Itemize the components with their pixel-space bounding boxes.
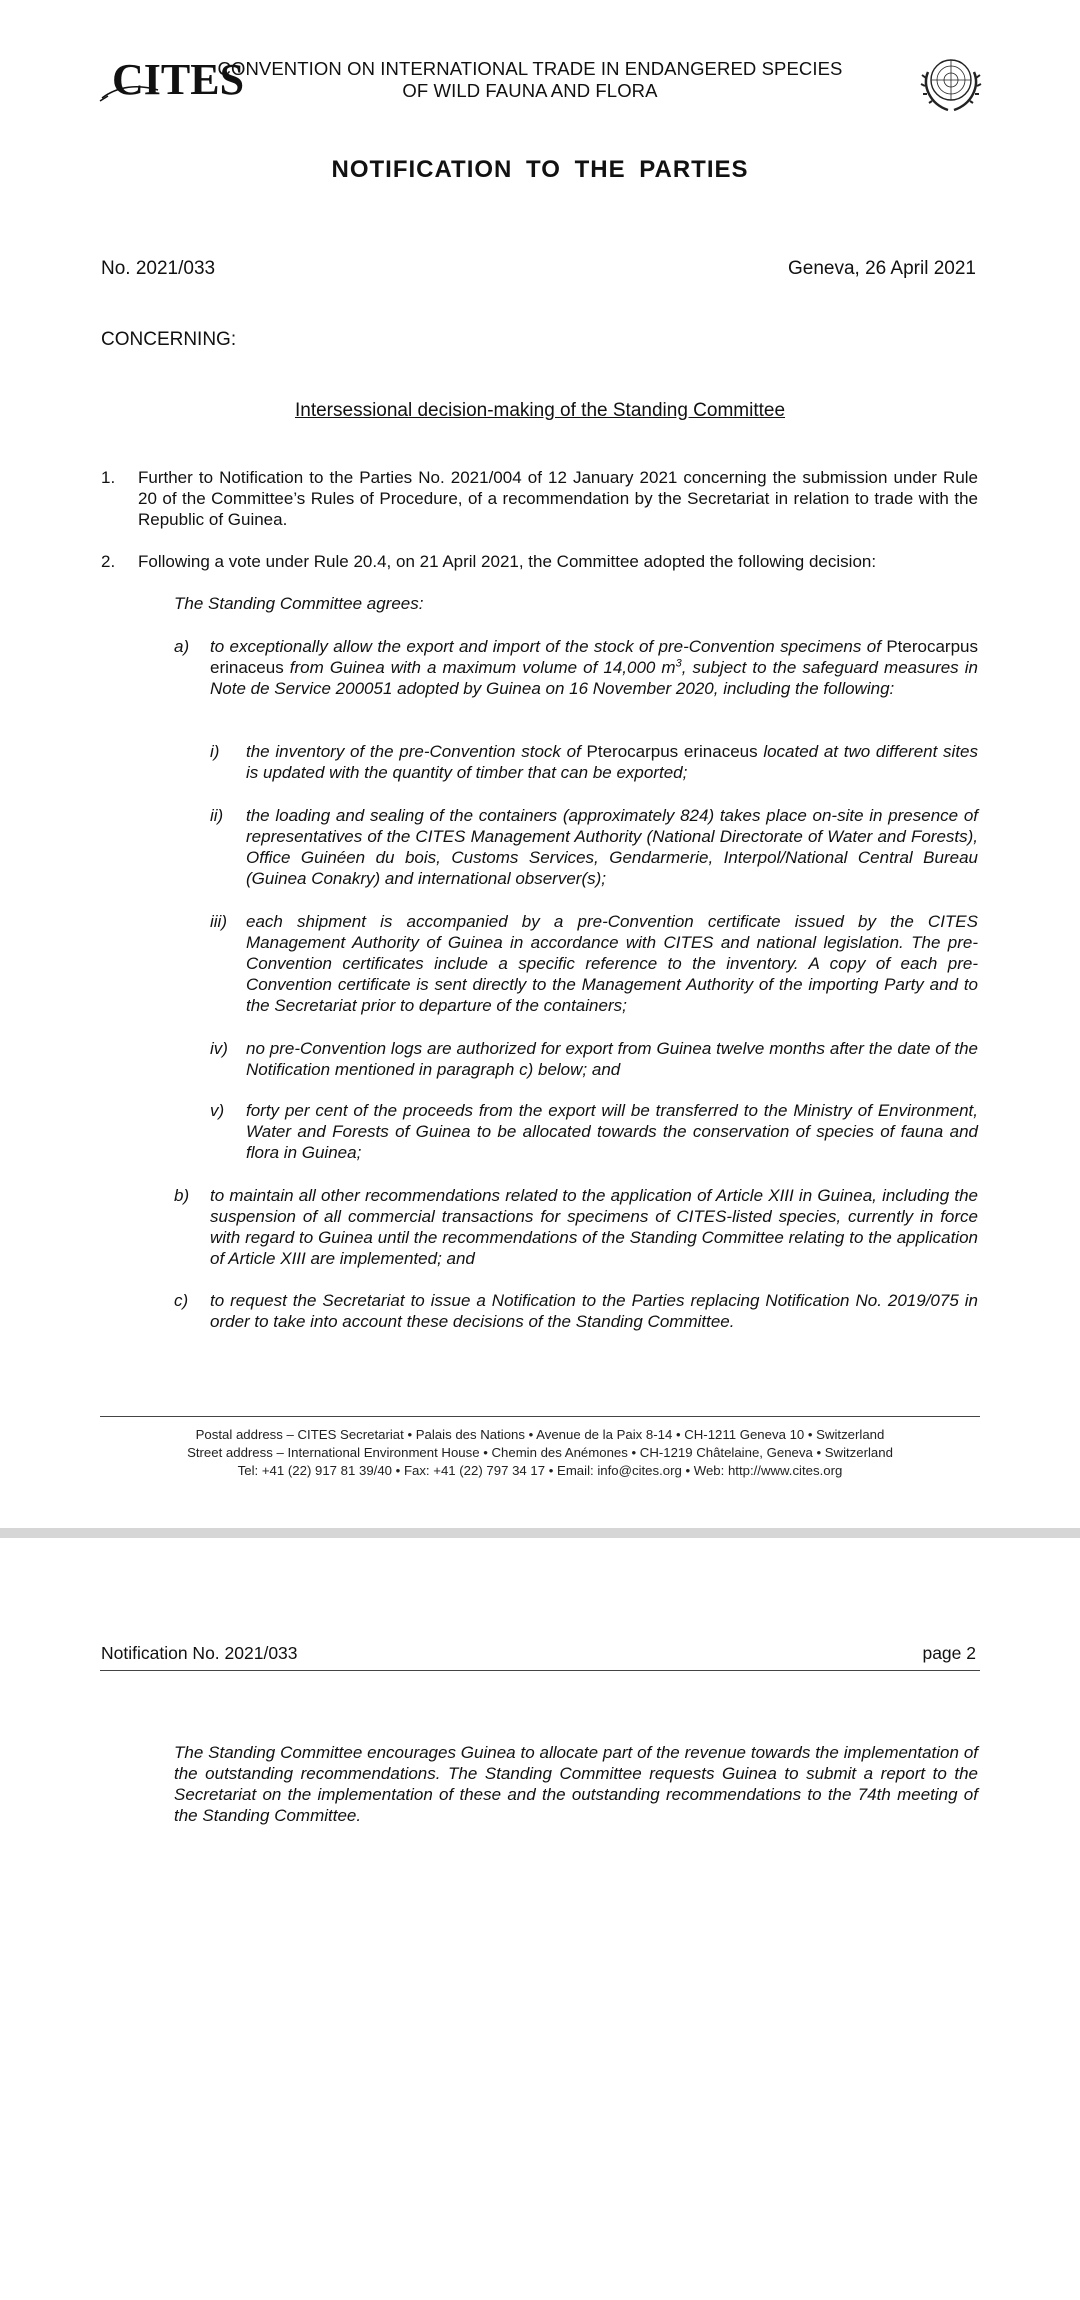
species-name: Pterocarpus erinaceus bbox=[586, 742, 758, 761]
concerning-label: CONCERNING: bbox=[101, 329, 237, 350]
page-2-number: page 2 bbox=[922, 1643, 976, 1663]
subitem-i-label: i) bbox=[210, 742, 220, 761]
subject-heading: Intersessional decision-making of the Standing Committee bbox=[294, 400, 786, 421]
item-b-label: b) bbox=[174, 1186, 190, 1205]
paragraph-1-number: 1. bbox=[101, 468, 116, 487]
notification-number: No. 2021/033 bbox=[101, 258, 216, 279]
footer-postal: Postal address – CITES Secretariat • Palais des Nations • Avenue de la Paix 8-14 • CH-1211 Geneva 10 • Switzerland bbox=[195, 1427, 885, 1442]
subitem-iv-text: no pre-Convention logs are authorized for export from Guinea twelve months after the date of the Notification mentioned in paragraph c) below; and bbox=[246, 1039, 978, 1079]
place-date: Geneva, 26 April 2021 bbox=[787, 258, 976, 279]
footer bbox=[100, 1426, 980, 1480]
subitem-iv-label: iv) bbox=[210, 1039, 228, 1058]
paragraph-2-number: 2. bbox=[101, 552, 116, 571]
paragraph-2-text: Following a vote under Rule 20.4, on 21 April 2021, the Committee adopted the following decision: bbox=[138, 552, 877, 571]
footer-divider bbox=[100, 1416, 980, 1417]
subitem-v-label: v) bbox=[210, 1101, 225, 1120]
item-c-label: c) bbox=[174, 1291, 189, 1310]
species-name: Pterocarpus erinaceus bbox=[210, 637, 978, 677]
page-separator bbox=[0, 1528, 1080, 1538]
cites-logo-icon bbox=[98, 46, 245, 116]
item-c-text: to request the Secretariat to issue a Notification to the Parties replacing Notification No. 2019/075 in order to take into account these decisions of the Standing Committee. bbox=[210, 1291, 978, 1331]
convention-title bbox=[215, 58, 845, 102]
subitem-v-text: forty per cent of the proceeds from the export will be transferred to the Ministry of Environment, Water and Forests of Guinea to be allocated towards the conservation of species of fauna and flora in Guinea; bbox=[246, 1101, 978, 1162]
decision-intro: The Standing Committee agrees: bbox=[174, 594, 424, 613]
logo-text: CITES bbox=[112, 55, 245, 104]
footer-street: Street address – International Environment House • Chemin des Anémones • CH-1219 Châtelaine, Geneva • Switzerland bbox=[187, 1445, 893, 1460]
closing-paragraph: The Standing Committee encourages Guinea to allocate part of the revenue towards the implementation of the outstanding recommendations. The Standing Committee requests Guinea to submit a report to the Secretariat on the implementation of these and the outstanding recommendations to the 74th meeting of the Standing Committee. bbox=[174, 1743, 978, 1825]
convention-title-line1: CONVENTION ON INTERNATIONAL TRADE IN ENDANGERED SPECIES bbox=[217, 58, 843, 79]
subitem-iii-text: each shipment is accompanied by a pre-Convention certificate issued by the CITES Management Authority of Guinea in accordance with CITES and national legislation. The pre-Convention certificates include a specific reference to the inventory. A copy of each pre-Convention certificate is sent directly to the Management Authority of the importing Party and to the Secretariat prior to departure of the containers; bbox=[246, 912, 978, 1015]
subitem-iii-label: iii) bbox=[210, 912, 227, 931]
page-2-header-notification: Notification No. 2021/033 bbox=[101, 1643, 298, 1663]
subitem-ii-text: the loading and sealing of the containers (approximately 824) takes place on-site in presence of representatives of the CITES Management Authority (National Directorate of Water and Forests), Office Guinéen du bois, Customs Services, Gendarmerie, Interpol/National Central Bureau (Guinea Conakry) and international observer(s); bbox=[246, 806, 978, 888]
paragraph-1-text: Further to Notification to the Parties No. 2021/004 of 12 January 2021 concerning the submission under Rule 20 of the Committee’s Rules of Procedure, of a recommendation by the Secretariat in relation to trade with the Republic of Guinea. bbox=[138, 468, 978, 529]
footer-contact: Tel: +41 (22) 917 81 39/40 • Fax: +41 (22) 797 34 17 • Email: info@cites.org • Web: http://www.cites.org bbox=[237, 1463, 843, 1478]
item-a-text: to exceptionally allow the export and import of the stock of pre-Convention specimens of Pterocarpus erinaceus from Guinea with a maximum volume of 14,000 $m^3$, subject to the safeguard measures in Note de Service 200051 adopted by Guinea on 16 November 2020, including the following: bbox=[210, 637, 978, 698]
un-emblem-icon bbox=[918, 50, 984, 116]
item-b-text: to maintain all other recommendations related to the application of Article XIII in Guinea, including the suspension of all commercial transactions for specimens of CITES-listed species, currently in force with regard to Guinea until the recommendations of the Standing Committee relating to the application of Article XIII are implemented; and bbox=[210, 1186, 978, 1268]
notification-title: NOTIFICATION TO THE PARTIES bbox=[331, 156, 749, 183]
page-2-header-divider bbox=[100, 1670, 980, 1671]
subitem-i-text: the inventory of the pre-Convention stock of Pterocarpus erinaceus located at two different sites is updated with the quantity of timber that can be exported; bbox=[246, 742, 979, 782]
item-a-label: a) bbox=[174, 637, 190, 656]
subitem-ii-label: ii) bbox=[210, 806, 224, 825]
convention-title-line2: OF WILD FAUNA AND FLORA bbox=[402, 80, 658, 101]
